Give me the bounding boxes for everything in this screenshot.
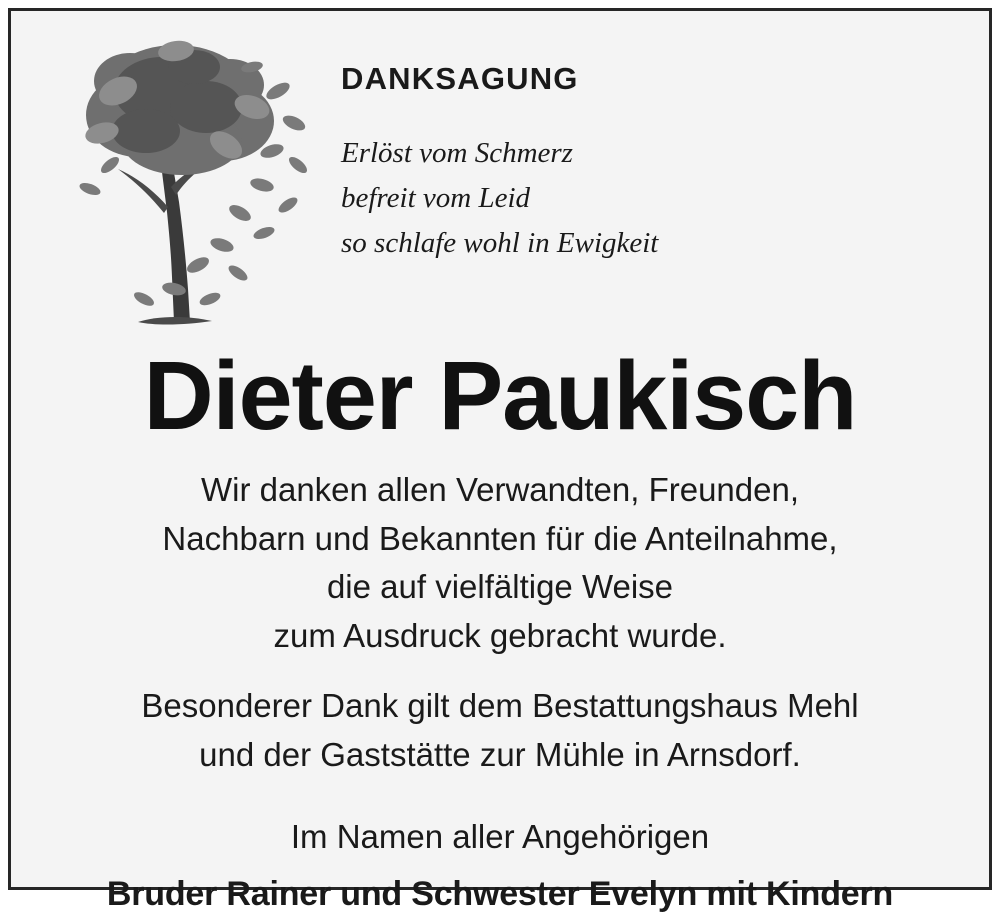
closing-line: Im Namen aller Angehörigen xyxy=(11,813,989,862)
tree-with-falling-leaves-icon xyxy=(26,37,326,327)
tree-illustration-wrap xyxy=(11,33,341,327)
thanks-line-2: Nachbarn und Bekannten für die Anteilnahme, xyxy=(11,515,989,564)
verse-line-2: befreit vom Leid xyxy=(341,176,949,221)
memorial-notice-card xyxy=(8,8,992,890)
special-thanks-line-2: und der Gaststätte zur Mühle in Arnsdorf. xyxy=(11,731,989,780)
notice-content xyxy=(11,11,989,887)
signers-line: Bruder Rainer und Schwester Evelyn mit Kindern xyxy=(11,870,989,919)
special-thanks-line-1: Besonderer Dank gilt dem Bestattungshaus Mehl xyxy=(11,682,989,731)
special-thanks-paragraph xyxy=(11,682,989,779)
heading-column xyxy=(341,33,989,266)
verse-line-3: so schlafe wohl in Ewigkeit xyxy=(341,221,949,266)
verse-block xyxy=(341,131,949,266)
closing-block xyxy=(11,813,989,919)
thanks-paragraph xyxy=(11,466,989,660)
deceased-name: Dieter Paukisch xyxy=(11,347,989,444)
thanks-line-1: Wir danken allen Verwandten, Freunden, xyxy=(11,466,989,515)
notice-header xyxy=(11,11,989,327)
thanks-line-3: die auf vielfältige Weise xyxy=(11,563,989,612)
verse-line-1: Erlöst vom Schmerz xyxy=(341,131,949,176)
page-title: DANKSAGUNG xyxy=(341,61,949,97)
thanks-line-4: zum Ausdruck gebracht wurde. xyxy=(11,612,989,661)
notice-body xyxy=(11,466,989,919)
